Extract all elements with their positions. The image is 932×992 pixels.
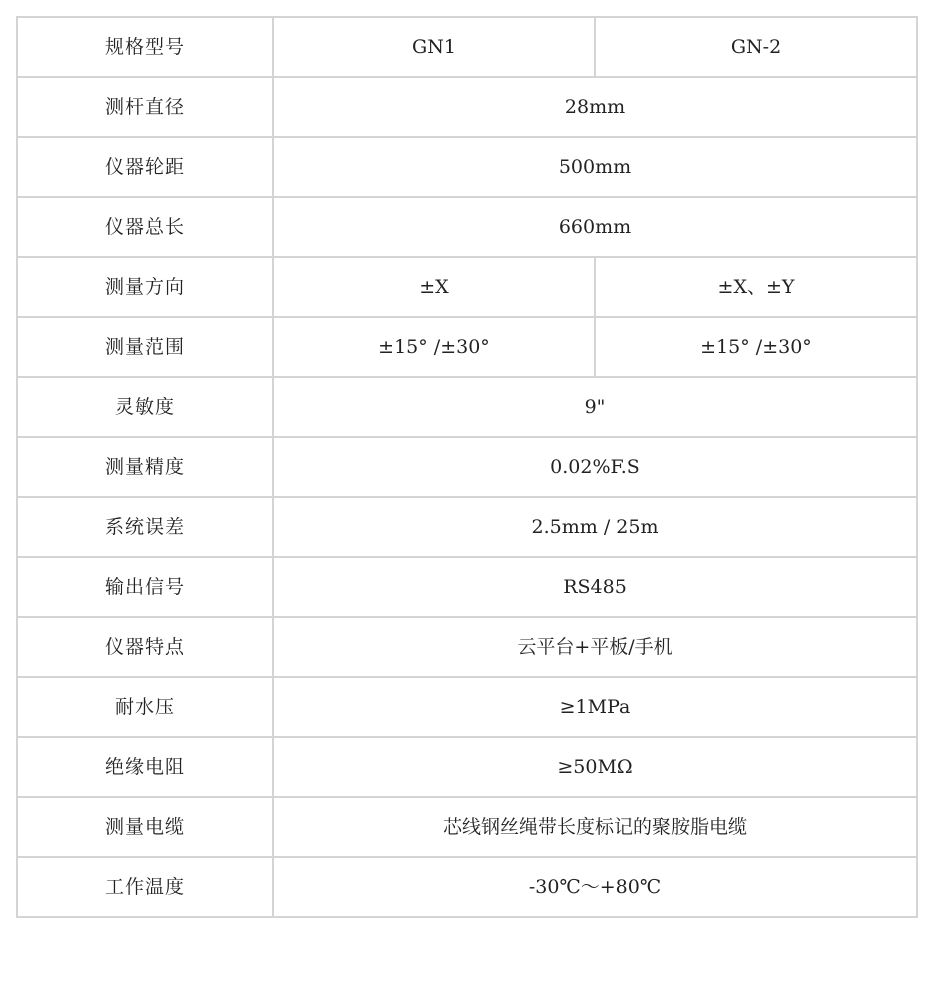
cell-value: 2.5mm / 25m [273, 497, 917, 557]
cell-value: 云平台+平板/手机 [273, 617, 917, 677]
cell-value: -30℃～+80℃ [273, 857, 917, 917]
table-row [17, 617, 917, 677]
table-row [17, 437, 917, 497]
table-row [17, 557, 917, 617]
table-row [17, 137, 917, 197]
cell-value: 660mm [273, 197, 917, 257]
table-row [17, 377, 917, 437]
table-row [17, 797, 917, 857]
cell-value: ±X、±Y [595, 257, 917, 317]
cell-value: 28mm [273, 77, 917, 137]
cell-value: 芯线钢丝绳带长度标记的聚胺脂电缆 [273, 797, 917, 857]
cell-value: ≥50MΩ [273, 737, 917, 797]
table-row [17, 317, 917, 377]
table-row [17, 17, 917, 77]
table-row [17, 497, 917, 557]
cell-value: ≥1MPa [273, 677, 917, 737]
row-label: 测量电缆 [17, 797, 273, 857]
row-label: 仪器特点 [17, 617, 273, 677]
row-label: 测杆直径 [17, 77, 273, 137]
row-label: 耐水压 [17, 677, 273, 737]
cell-value: ±15° /±30° [595, 317, 917, 377]
row-label: 输出信号 [17, 557, 273, 617]
spec-table [16, 16, 918, 918]
row-label: 规格型号 [17, 17, 273, 77]
cell-value: ±15° /±30° [273, 317, 595, 377]
row-label: 仪器轮距 [17, 137, 273, 197]
table-row [17, 77, 917, 137]
cell-value: GN-2 [595, 17, 917, 77]
table-row [17, 857, 917, 917]
table-row [17, 677, 917, 737]
row-label: 系统误差 [17, 497, 273, 557]
row-label: 仪器总长 [17, 197, 273, 257]
row-label: 灵敏度 [17, 377, 273, 437]
cell-value: RS485 [273, 557, 917, 617]
cell-value: 0.02%F.S [273, 437, 917, 497]
cell-value: ±X [273, 257, 595, 317]
row-label: 测量精度 [17, 437, 273, 497]
row-label: 测量方向 [17, 257, 273, 317]
row-label: 绝缘电阻 [17, 737, 273, 797]
cell-value: GN1 [273, 17, 595, 77]
cell-value: 500mm [273, 137, 917, 197]
table-row [17, 257, 917, 317]
row-label: 测量范围 [17, 317, 273, 377]
table-row [17, 737, 917, 797]
row-label: 工作温度 [17, 857, 273, 917]
table-row [17, 197, 917, 257]
cell-value: 9" [273, 377, 917, 437]
